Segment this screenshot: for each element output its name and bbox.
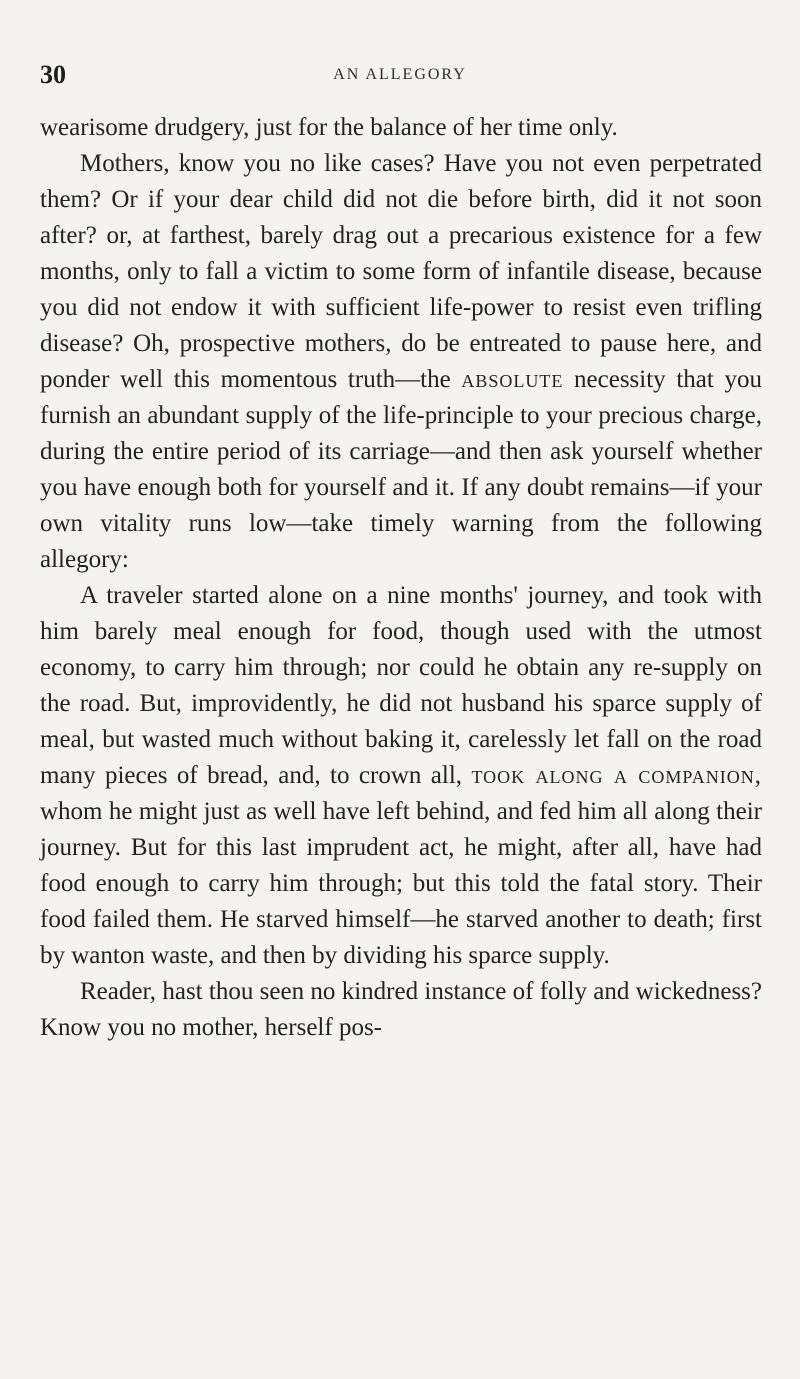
paragraph-traveler — [40, 578, 762, 974]
running-head: AN ALLEGORY — [333, 66, 467, 83]
page-header — [40, 60, 760, 90]
paragraph-text: Mothers, know you no like cases? Have you not even perpetrated them? Or if your dear child did not die before birth, did it not soon after? or, at farthest, barely drag out a precarious existence for a few months, only to fall a victim to some form of infantile disease, because you did not endow it with sufficient life-power to resist even trifling disease? Oh, prospective mothers, do be entreated to pause here, and ponder well this momentous truth—the — [40, 150, 762, 393]
page-number: 30 — [40, 60, 66, 89]
paragraph-text: A traveler started alone on a nine months' journey, and took with him barely meal enough for food, though used with the utmost economy, to carry him through; nor could he obtain any re-supply on the road. But, improvidently, he did not husband his sparce supply of meal, but wasted much without baking it, carelessly let fall on the road many pieces of bread, and, to crown all, — [40, 582, 762, 789]
emphasis-text: took along a companion, — [471, 762, 762, 789]
paragraph-text: Reader, hast thou seen no kindred instance of folly and wickedness? Know you no mother, herself pos- — [40, 978, 762, 1041]
body-text — [40, 110, 762, 1046]
paragraph-mothers — [40, 146, 762, 578]
paragraph-text-after: necessity that you furnish an abundant supply of the life-principle to your precious charge, during the entire period of its carriage—and then ask yourself whether you have enough both for yourself and it. If any doubt remains—if your own vitality runs low—take timely warning from the following allegory: — [40, 366, 762, 573]
paragraph-continuation — [40, 110, 762, 146]
emphasis-text: absolute — [461, 366, 564, 393]
paragraph-reader — [40, 974, 762, 1046]
paragraph-text-after: whom he might just as well have left behind, and fed him all along their journey. But for this last imprudent act, he might, after all, have had food enough to carry him through; but this told the fatal story. Their food failed them. He starved himself—he starved another to death; first by wanton waste, and then by dividing his sparce supply. — [40, 798, 762, 969]
paragraph-text: wearisome drudgery, just for the balance of her time only. — [40, 114, 618, 141]
